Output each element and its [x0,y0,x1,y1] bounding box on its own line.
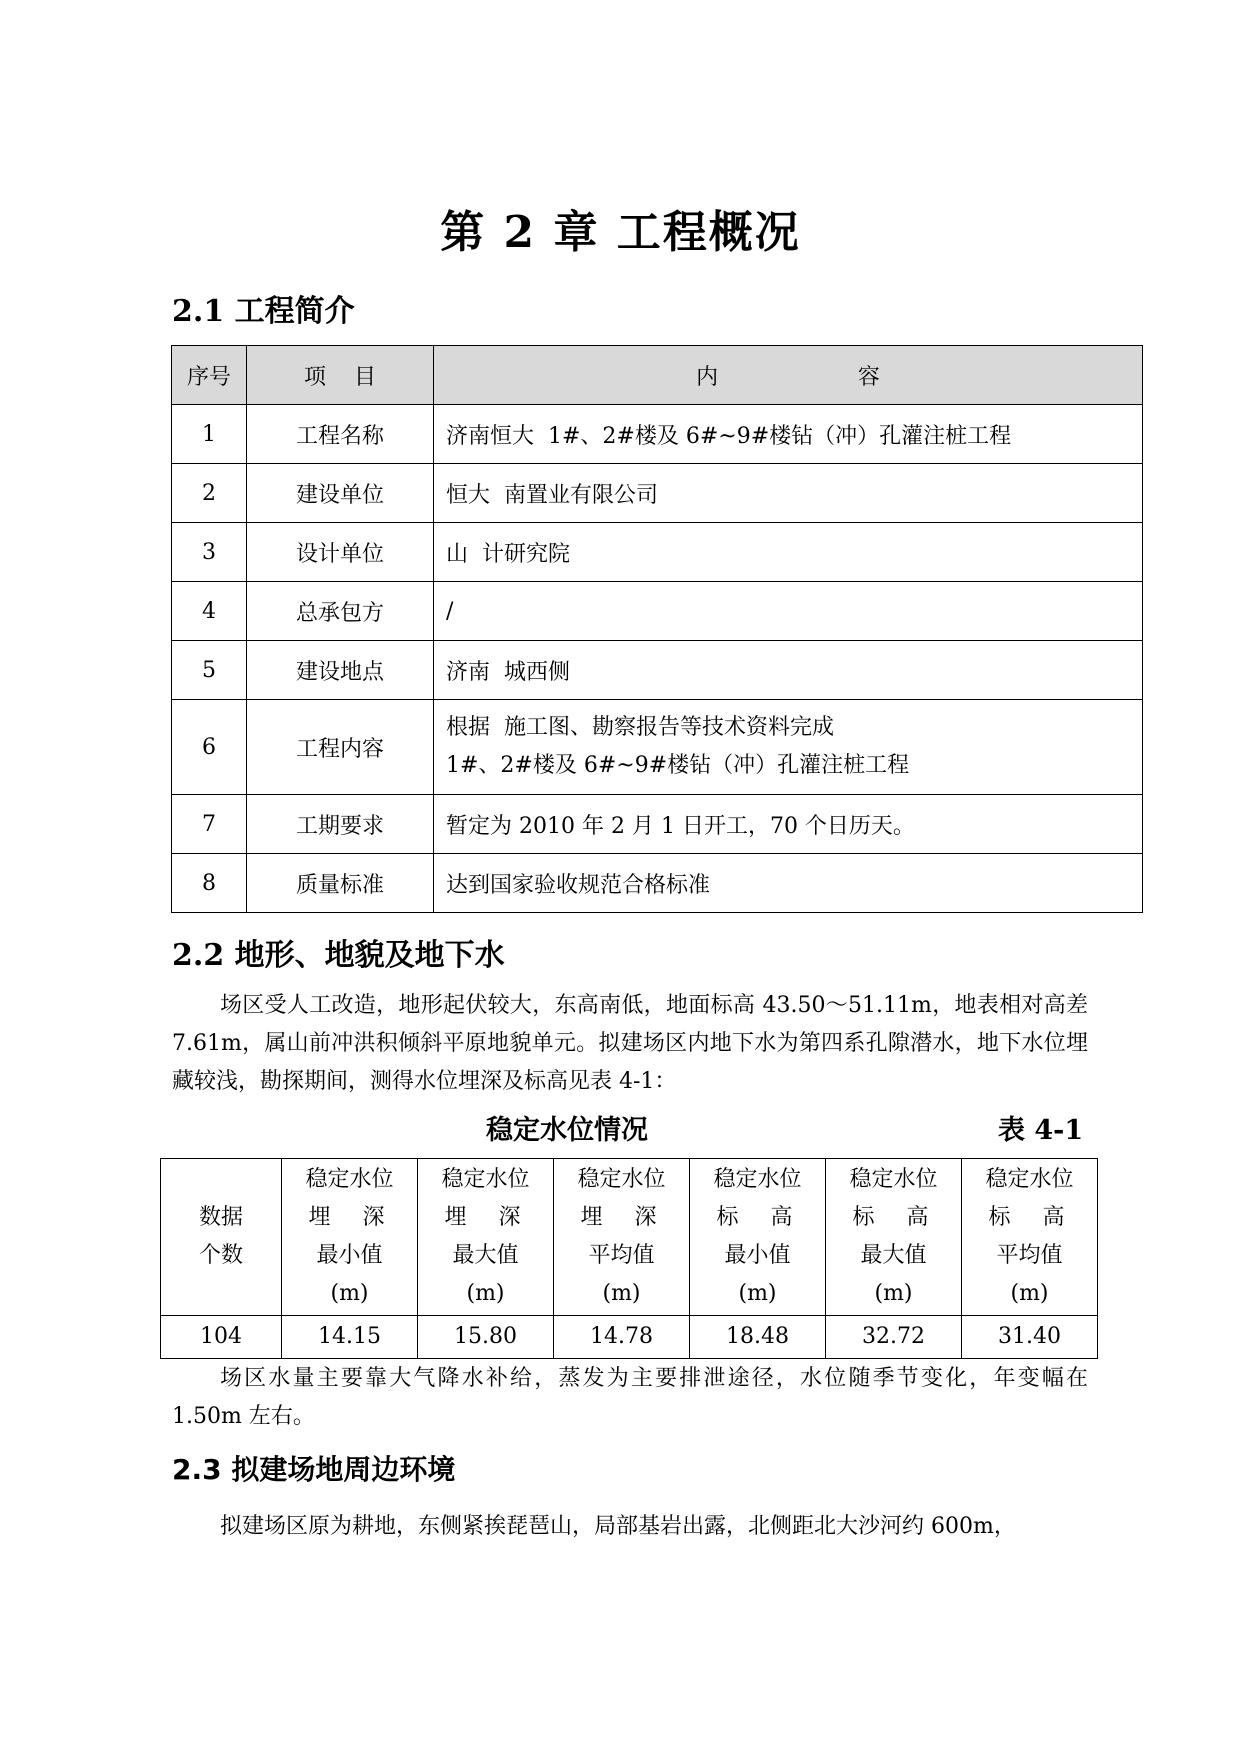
header-number: 序号 [172,346,247,405]
row-content [434,700,1143,795]
section-2-3-title: 2.3 拟建场地周边环境 [172,1453,456,1486]
header-elev-max [826,1159,962,1316]
row-content: 山 计研究院 [434,523,1143,582]
row-number: 7 [172,795,247,854]
header-item: 项 目 [247,346,434,405]
row-item: 设计单位 [247,523,434,582]
project-overview-table [171,345,1143,913]
value-data-count: 104 [161,1316,282,1359]
value-elev-avg: 31.40 [962,1316,1098,1359]
header-line: 稳定水位 [305,1167,394,1192]
header-line: 稳定水位 [441,1167,530,1192]
row-number: 2 [172,464,247,523]
value-depth-max: 15.80 [418,1316,554,1359]
header-line: (m) [330,1281,369,1306]
header-depth-max [418,1159,554,1316]
water-table-header-row [161,1159,1098,1316]
header-line: (m) [466,1281,505,1306]
section-2-2-paragraph-2: 场区水量主要靠大气降水补给，蒸发为主要排泄途径，水位随季节变化，年变幅在 1.50m 左右。 [172,1366,1088,1429]
header-line: 最大值 [452,1243,519,1268]
row-number: 5 [172,641,247,700]
row-content-line: 根据 施工图、勘察报告等技术资料完成 [446,715,834,740]
table-row [172,405,1143,464]
header-line: 标 高 [716,1205,799,1230]
header-line: 稳定水位 [577,1167,666,1192]
row-number: 8 [172,854,247,913]
row-number: 4 [172,582,247,641]
header-line: 平均值 [588,1243,655,1268]
chapter-title: 第 2 章 工程概况 [440,207,801,258]
row-item: 建设单位 [247,464,434,523]
header-line: (m) [738,1281,777,1306]
table-row [172,854,1143,913]
header-depth-avg [554,1159,690,1316]
header-depth-min [282,1159,418,1316]
header-line: 埋 深 [444,1205,527,1230]
header-line: 最小值 [316,1243,383,1268]
value-elev-max: 32.72 [826,1316,962,1359]
header-line: 埋 深 [308,1205,391,1230]
header-line: 数据 [198,1205,243,1230]
header-line: (m) [874,1281,913,1306]
row-content: 暂定为 2010 年 2 月 1 日开工，70 个日历天。 [434,795,1143,854]
table-row [172,795,1143,854]
table-row [172,523,1143,582]
row-number: 3 [172,523,247,582]
row-content: 达到国家验收规范合格标准 [434,854,1143,913]
section-2-1-title: 2.1 工程简介 [172,294,355,329]
header-line: 稳定水位 [985,1167,1074,1192]
table-row [172,700,1143,795]
value-depth-min: 14.15 [282,1316,418,1359]
value-elev-min: 18.48 [690,1316,826,1359]
row-item: 工程名称 [247,405,434,464]
table-row [172,464,1143,523]
header-line: 标 高 [988,1205,1071,1230]
header-line: 标 高 [852,1205,935,1230]
header-line: 平均值 [996,1243,1063,1268]
water-table-value-row [161,1316,1098,1359]
row-content: 恒大 南置业有限公司 [434,464,1143,523]
row-content: 济南恒大 1#、2#楼及 6#~9#楼钻（冲）孔灌注桩工程 [434,405,1143,464]
header-line: 个数 [198,1243,243,1268]
row-content: / [434,582,1143,641]
value-depth-avg: 14.78 [554,1316,690,1359]
water-level-table [160,1158,1098,1359]
header-line: 最大值 [860,1243,927,1268]
row-item: 工期要求 [247,795,434,854]
header-content: 内 容 [434,346,1143,405]
header-line: 最小值 [724,1243,791,1268]
row-item: 建设地点 [247,641,434,700]
row-item: 质量标准 [247,854,434,913]
table-row [172,641,1143,700]
table-row [172,582,1143,641]
header-line: (m) [1010,1281,1049,1306]
row-content-line: 1#、2#楼及 6#~9#楼钻（冲）孔灌注桩工程 [446,753,910,778]
row-number: 1 [172,405,247,464]
section-2-2-title: 2.2 地形、地貌及地下水 [172,938,505,973]
header-line: 稳定水位 [713,1167,802,1192]
table-caption: 稳定水位情况 [486,1115,648,1146]
header-elev-avg [962,1159,1098,1316]
section-2-3-paragraph-1: 拟建场区原为耕地，东侧紧挨琵琶山，局部基岩出露，北侧距北大沙河约 600m， [220,1514,1016,1539]
header-line: (m) [602,1281,641,1306]
row-number: 6 [172,700,247,795]
header-line: 埋 深 [580,1205,663,1230]
table-number: 表 4-1 [998,1115,1084,1146]
section-2-2-paragraph-1: 场区受人工改造，地形起伏较大，东高南低，地面标高 43.50～51.11m，地表相对高差 7.61m，属山前冲洪积倾斜平原地貌单元。拟建场区内地下水为第四系孔隙潜水，地下水位埋藏较浅，勘探期间，测得水位埋深及标高见表 4-1： [172,993,1088,1094]
header-line: 稳定水位 [849,1167,938,1192]
header-elev-min [690,1159,826,1316]
row-content: 济南 城西侧 [434,641,1143,700]
row-item: 工程内容 [247,700,434,795]
table-header-row [172,346,1143,405]
row-item: 总承包方 [247,582,434,641]
header-data-count [161,1159,282,1316]
